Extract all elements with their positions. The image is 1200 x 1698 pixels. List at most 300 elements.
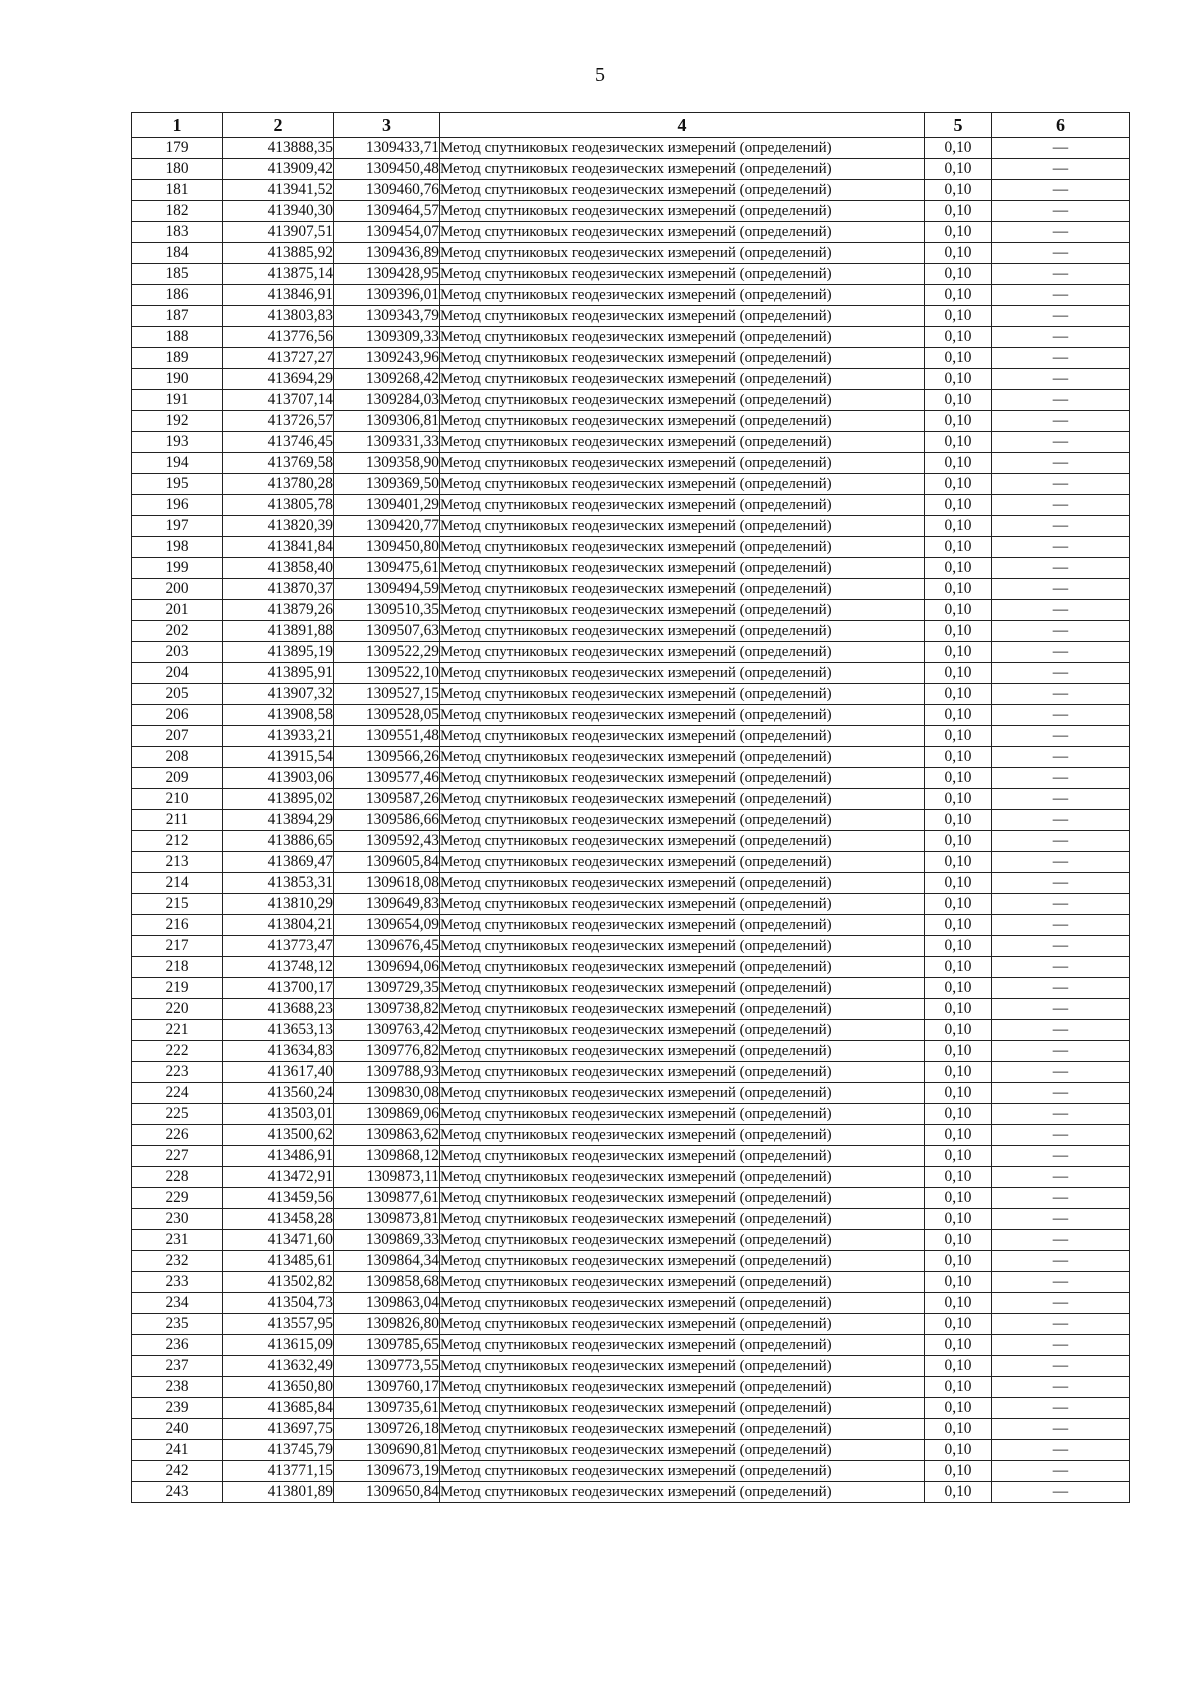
accuracy-cell: 0,10 bbox=[925, 306, 992, 327]
note-cell: — bbox=[992, 768, 1130, 789]
accuracy-cell: 0,10 bbox=[925, 810, 992, 831]
y-coordinate-cell: 1309864,34 bbox=[334, 1251, 440, 1272]
y-coordinate-cell: 1309527,15 bbox=[334, 684, 440, 705]
note-cell: — bbox=[992, 936, 1130, 957]
x-coordinate-cell: 413891,88 bbox=[223, 621, 334, 642]
y-coordinate-cell: 1309873,11 bbox=[334, 1167, 440, 1188]
note-cell: — bbox=[992, 684, 1130, 705]
table-row bbox=[132, 852, 1130, 873]
y-coordinate-cell: 1309343,79 bbox=[334, 306, 440, 327]
y-coordinate-cell: 1309358,90 bbox=[334, 453, 440, 474]
accuracy-cell: 0,10 bbox=[925, 411, 992, 432]
method-cell: Метод спутниковых геодезических измерений (определений) bbox=[440, 1230, 925, 1251]
method-cell: Метод спутниковых геодезических измерений (определений) bbox=[440, 1062, 925, 1083]
point-number-cell: 233 bbox=[132, 1272, 223, 1293]
x-coordinate-cell: 413820,39 bbox=[223, 516, 334, 537]
note-cell: — bbox=[992, 915, 1130, 936]
accuracy-cell: 0,10 bbox=[925, 1398, 992, 1419]
x-coordinate-cell: 413472,91 bbox=[223, 1167, 334, 1188]
table-row bbox=[132, 432, 1130, 453]
x-coordinate-cell: 413746,45 bbox=[223, 432, 334, 453]
table-row bbox=[132, 1041, 1130, 1062]
method-cell: Метод спутниковых геодезических измерений (определений) bbox=[440, 579, 925, 600]
table-row bbox=[132, 1167, 1130, 1188]
y-coordinate-cell: 1309396,01 bbox=[334, 285, 440, 306]
method-cell: Метод спутниковых геодезических измерений (определений) bbox=[440, 222, 925, 243]
note-cell: — bbox=[992, 327, 1130, 348]
note-cell: — bbox=[992, 138, 1130, 159]
y-coordinate-cell: 1309577,46 bbox=[334, 768, 440, 789]
method-cell: Метод спутниковых геодезических измерений (определений) bbox=[440, 432, 925, 453]
method-cell: Метод спутниковых геодезических измерений (определений) bbox=[440, 978, 925, 999]
x-coordinate-cell: 413940,30 bbox=[223, 201, 334, 222]
note-cell: — bbox=[992, 873, 1130, 894]
method-cell: Метод спутниковых геодезических измерений (определений) bbox=[440, 1356, 925, 1377]
x-coordinate-cell: 413803,83 bbox=[223, 306, 334, 327]
method-cell: Метод спутниковых геодезических измерений (определений) bbox=[440, 516, 925, 537]
y-coordinate-cell: 1309306,81 bbox=[334, 411, 440, 432]
method-cell: Метод спутниковых геодезических измерений (определений) bbox=[440, 348, 925, 369]
method-cell: Метод спутниковых геодезических измерений (определений) bbox=[440, 1188, 925, 1209]
accuracy-cell: 0,10 bbox=[925, 495, 992, 516]
y-coordinate-cell: 1309673,19 bbox=[334, 1461, 440, 1482]
point-number-cell: 188 bbox=[132, 327, 223, 348]
header-col-1: 1 bbox=[132, 113, 223, 138]
method-cell: Метод спутниковых геодезических измерений (определений) bbox=[440, 1377, 925, 1398]
y-coordinate-cell: 1309507,63 bbox=[334, 621, 440, 642]
y-coordinate-cell: 1309433,71 bbox=[334, 138, 440, 159]
accuracy-cell: 0,10 bbox=[925, 1041, 992, 1062]
x-coordinate-cell: 413557,95 bbox=[223, 1314, 334, 1335]
y-coordinate-cell: 1309858,68 bbox=[334, 1272, 440, 1293]
method-cell: Метод спутниковых геодезических измерений (определений) bbox=[440, 789, 925, 810]
x-coordinate-cell: 413697,75 bbox=[223, 1419, 334, 1440]
y-coordinate-cell: 1309863,04 bbox=[334, 1293, 440, 1314]
x-coordinate-cell: 413801,89 bbox=[223, 1482, 334, 1503]
accuracy-cell: 0,10 bbox=[925, 621, 992, 642]
table-row bbox=[132, 1125, 1130, 1146]
method-cell: Метод спутниковых геодезических измерений (определений) bbox=[440, 726, 925, 747]
x-coordinate-cell: 413560,24 bbox=[223, 1083, 334, 1104]
accuracy-cell: 0,10 bbox=[925, 1188, 992, 1209]
x-coordinate-cell: 413941,52 bbox=[223, 180, 334, 201]
note-cell: — bbox=[992, 243, 1130, 264]
table-row bbox=[132, 705, 1130, 726]
table-row bbox=[132, 957, 1130, 978]
x-coordinate-cell: 413858,40 bbox=[223, 558, 334, 579]
point-number-cell: 210 bbox=[132, 789, 223, 810]
note-cell: — bbox=[992, 1482, 1130, 1503]
y-coordinate-cell: 1309873,81 bbox=[334, 1209, 440, 1230]
note-cell: — bbox=[992, 1356, 1130, 1377]
accuracy-cell: 0,10 bbox=[925, 1146, 992, 1167]
header-col-5: 5 bbox=[925, 113, 992, 138]
point-number-cell: 201 bbox=[132, 600, 223, 621]
y-coordinate-cell: 1309676,45 bbox=[334, 936, 440, 957]
accuracy-cell: 0,10 bbox=[925, 348, 992, 369]
accuracy-cell: 0,10 bbox=[925, 558, 992, 579]
x-coordinate-cell: 413894,29 bbox=[223, 810, 334, 831]
method-cell: Метод спутниковых геодезических измерений (определений) bbox=[440, 768, 925, 789]
accuracy-cell: 0,10 bbox=[925, 285, 992, 306]
accuracy-cell: 0,10 bbox=[925, 1020, 992, 1041]
method-cell: Метод спутниковых геодезических измерений (определений) bbox=[440, 201, 925, 222]
table-row bbox=[132, 894, 1130, 915]
table-row bbox=[132, 285, 1130, 306]
accuracy-cell: 0,10 bbox=[925, 663, 992, 684]
table-row bbox=[132, 1188, 1130, 1209]
note-cell: — bbox=[992, 1146, 1130, 1167]
note-cell: — bbox=[992, 1251, 1130, 1272]
y-coordinate-cell: 1309863,62 bbox=[334, 1125, 440, 1146]
point-number-cell: 198 bbox=[132, 537, 223, 558]
x-coordinate-cell: 413745,79 bbox=[223, 1440, 334, 1461]
point-number-cell: 222 bbox=[132, 1041, 223, 1062]
table-row bbox=[132, 642, 1130, 663]
point-number-cell: 237 bbox=[132, 1356, 223, 1377]
y-coordinate-cell: 1309428,95 bbox=[334, 264, 440, 285]
note-cell: — bbox=[992, 537, 1130, 558]
table-row bbox=[132, 747, 1130, 768]
point-number-cell: 215 bbox=[132, 894, 223, 915]
method-cell: Метод спутниковых геодезических измерений (определений) bbox=[440, 747, 925, 768]
point-number-cell: 195 bbox=[132, 474, 223, 495]
accuracy-cell: 0,10 bbox=[925, 390, 992, 411]
table-row bbox=[132, 1482, 1130, 1503]
y-coordinate-cell: 1309694,06 bbox=[334, 957, 440, 978]
x-coordinate-cell: 413727,27 bbox=[223, 348, 334, 369]
table-body bbox=[132, 138, 1130, 1503]
x-coordinate-cell: 413907,32 bbox=[223, 684, 334, 705]
accuracy-cell: 0,10 bbox=[925, 768, 992, 789]
point-number-cell: 194 bbox=[132, 453, 223, 474]
note-cell: — bbox=[992, 516, 1130, 537]
x-coordinate-cell: 413780,28 bbox=[223, 474, 334, 495]
header-col-4: 4 bbox=[440, 113, 925, 138]
note-cell: — bbox=[992, 1293, 1130, 1314]
method-cell: Метод спутниковых геодезических измерений (определений) bbox=[440, 306, 925, 327]
point-number-cell: 203 bbox=[132, 642, 223, 663]
note-cell: — bbox=[992, 1041, 1130, 1062]
accuracy-cell: 0,10 bbox=[925, 327, 992, 348]
table-row bbox=[132, 1062, 1130, 1083]
table-row bbox=[132, 159, 1130, 180]
table-row bbox=[132, 537, 1130, 558]
y-coordinate-cell: 1309830,08 bbox=[334, 1083, 440, 1104]
table-row bbox=[132, 222, 1130, 243]
table-row bbox=[132, 243, 1130, 264]
accuracy-cell: 0,10 bbox=[925, 705, 992, 726]
x-coordinate-cell: 413804,21 bbox=[223, 915, 334, 936]
point-number-cell: 224 bbox=[132, 1083, 223, 1104]
accuracy-cell: 0,10 bbox=[925, 894, 992, 915]
accuracy-cell: 0,10 bbox=[925, 453, 992, 474]
note-cell: — bbox=[992, 663, 1130, 684]
method-cell: Метод спутниковых геодезических измерений (определений) bbox=[440, 1293, 925, 1314]
note-cell: — bbox=[992, 894, 1130, 915]
y-coordinate-cell: 1309464,57 bbox=[334, 201, 440, 222]
accuracy-cell: 0,10 bbox=[925, 222, 992, 243]
note-cell: — bbox=[992, 1062, 1130, 1083]
x-coordinate-cell: 413707,14 bbox=[223, 390, 334, 411]
point-number-cell: 209 bbox=[132, 768, 223, 789]
coordinates-table bbox=[131, 112, 1130, 1503]
table-row bbox=[132, 873, 1130, 894]
y-coordinate-cell: 1309331,33 bbox=[334, 432, 440, 453]
page-number: 5 bbox=[595, 64, 605, 86]
note-cell: — bbox=[992, 1314, 1130, 1335]
point-number-cell: 211 bbox=[132, 810, 223, 831]
note-cell: — bbox=[992, 1335, 1130, 1356]
y-coordinate-cell: 1309369,50 bbox=[334, 474, 440, 495]
x-coordinate-cell: 413870,37 bbox=[223, 579, 334, 600]
y-coordinate-cell: 1309528,05 bbox=[334, 705, 440, 726]
accuracy-cell: 0,10 bbox=[925, 138, 992, 159]
table-row bbox=[132, 1461, 1130, 1482]
accuracy-cell: 0,10 bbox=[925, 915, 992, 936]
accuracy-cell: 0,10 bbox=[925, 201, 992, 222]
accuracy-cell: 0,10 bbox=[925, 243, 992, 264]
table-row bbox=[132, 180, 1130, 201]
note-cell: — bbox=[992, 810, 1130, 831]
note-cell: — bbox=[992, 495, 1130, 516]
y-coordinate-cell: 1309773,55 bbox=[334, 1356, 440, 1377]
accuracy-cell: 0,10 bbox=[925, 159, 992, 180]
y-coordinate-cell: 1309877,61 bbox=[334, 1188, 440, 1209]
method-cell: Метод спутниковых геодезических измерений (определений) bbox=[440, 327, 925, 348]
method-cell: Метод спутниковых геодезических измерений (определений) bbox=[440, 1041, 925, 1062]
accuracy-cell: 0,10 bbox=[925, 1335, 992, 1356]
point-number-cell: 238 bbox=[132, 1377, 223, 1398]
y-coordinate-cell: 1309869,33 bbox=[334, 1230, 440, 1251]
x-coordinate-cell: 413617,40 bbox=[223, 1062, 334, 1083]
method-cell: Метод спутниковых геодезических измерений (определений) bbox=[440, 1020, 925, 1041]
note-cell: — bbox=[992, 306, 1130, 327]
point-number-cell: 223 bbox=[132, 1062, 223, 1083]
note-cell: — bbox=[992, 201, 1130, 222]
note-cell: — bbox=[992, 852, 1130, 873]
method-cell: Метод спутниковых геодезических измерений (определений) bbox=[440, 411, 925, 432]
note-cell: — bbox=[992, 1167, 1130, 1188]
y-coordinate-cell: 1309460,76 bbox=[334, 180, 440, 201]
table-row bbox=[132, 936, 1130, 957]
y-coordinate-cell: 1309268,42 bbox=[334, 369, 440, 390]
accuracy-cell: 0,10 bbox=[925, 726, 992, 747]
accuracy-cell: 0,10 bbox=[925, 1251, 992, 1272]
point-number-cell: 214 bbox=[132, 873, 223, 894]
accuracy-cell: 0,10 bbox=[925, 1356, 992, 1377]
method-cell: Метод спутниковых геодезических измерений (определений) bbox=[440, 894, 925, 915]
note-cell: — bbox=[992, 621, 1130, 642]
x-coordinate-cell: 413879,26 bbox=[223, 600, 334, 621]
method-cell: Метод спутниковых геодезических измерений (определений) bbox=[440, 1335, 925, 1356]
table-row bbox=[132, 369, 1130, 390]
table-row bbox=[132, 1146, 1130, 1167]
header-col-2: 2 bbox=[223, 113, 334, 138]
point-number-cell: 227 bbox=[132, 1146, 223, 1167]
table-row bbox=[132, 726, 1130, 747]
note-cell: — bbox=[992, 831, 1130, 852]
table-row bbox=[132, 789, 1130, 810]
point-number-cell: 193 bbox=[132, 432, 223, 453]
accuracy-cell: 0,10 bbox=[925, 1167, 992, 1188]
y-coordinate-cell: 1309284,03 bbox=[334, 390, 440, 411]
y-coordinate-cell: 1309243,96 bbox=[334, 348, 440, 369]
method-cell: Метод спутниковых геодезических измерений (определений) bbox=[440, 1314, 925, 1335]
table-row bbox=[132, 1020, 1130, 1041]
accuracy-cell: 0,10 bbox=[925, 579, 992, 600]
method-cell: Метод спутниковых геодезических измерений (определений) bbox=[440, 243, 925, 264]
x-coordinate-cell: 413805,78 bbox=[223, 495, 334, 516]
y-coordinate-cell: 1309420,77 bbox=[334, 516, 440, 537]
method-cell: Метод спутниковых геодезических измерений (определений) bbox=[440, 495, 925, 516]
method-cell: Метод спутниковых геодезических измерений (определений) bbox=[440, 852, 925, 873]
table-row bbox=[132, 1314, 1130, 1335]
accuracy-cell: 0,10 bbox=[925, 642, 992, 663]
table-row bbox=[132, 348, 1130, 369]
x-coordinate-cell: 413653,13 bbox=[223, 1020, 334, 1041]
x-coordinate-cell: 413685,84 bbox=[223, 1398, 334, 1419]
header-col-6: 6 bbox=[992, 113, 1130, 138]
note-cell: — bbox=[992, 1272, 1130, 1293]
x-coordinate-cell: 413688,23 bbox=[223, 999, 334, 1020]
point-number-cell: 192 bbox=[132, 411, 223, 432]
point-number-cell: 181 bbox=[132, 180, 223, 201]
note-cell: — bbox=[992, 789, 1130, 810]
method-cell: Метод спутниковых геодезических измерений (определений) bbox=[440, 180, 925, 201]
point-number-cell: 197 bbox=[132, 516, 223, 537]
x-coordinate-cell: 413888,35 bbox=[223, 138, 334, 159]
y-coordinate-cell: 1309826,80 bbox=[334, 1314, 440, 1335]
method-cell: Метод спутниковых геодезических измерений (определений) bbox=[440, 558, 925, 579]
point-number-cell: 200 bbox=[132, 579, 223, 600]
accuracy-cell: 0,10 bbox=[925, 180, 992, 201]
note-cell: — bbox=[992, 705, 1130, 726]
table-row bbox=[132, 1251, 1130, 1272]
method-cell: Метод спутниковых геодезических измерений (определений) bbox=[440, 1167, 925, 1188]
point-number-cell: 242 bbox=[132, 1461, 223, 1482]
x-coordinate-cell: 413504,73 bbox=[223, 1293, 334, 1314]
y-coordinate-cell: 1309522,29 bbox=[334, 642, 440, 663]
accuracy-cell: 0,10 bbox=[925, 1230, 992, 1251]
point-number-cell: 221 bbox=[132, 1020, 223, 1041]
note-cell: — bbox=[992, 1377, 1130, 1398]
point-number-cell: 204 bbox=[132, 663, 223, 684]
note-cell: — bbox=[992, 1125, 1130, 1146]
x-coordinate-cell: 413915,54 bbox=[223, 747, 334, 768]
table-row bbox=[132, 768, 1130, 789]
point-number-cell: 217 bbox=[132, 936, 223, 957]
y-coordinate-cell: 1309401,29 bbox=[334, 495, 440, 516]
y-coordinate-cell: 1309654,09 bbox=[334, 915, 440, 936]
table-row bbox=[132, 1209, 1130, 1230]
accuracy-cell: 0,10 bbox=[925, 1314, 992, 1335]
table-row bbox=[132, 138, 1130, 159]
point-number-cell: 182 bbox=[132, 201, 223, 222]
accuracy-cell: 0,10 bbox=[925, 789, 992, 810]
accuracy-cell: 0,10 bbox=[925, 957, 992, 978]
method-cell: Метод спутниковых геодезических измерений (определений) bbox=[440, 264, 925, 285]
accuracy-cell: 0,10 bbox=[925, 1293, 992, 1314]
point-number-cell: 212 bbox=[132, 831, 223, 852]
x-coordinate-cell: 413500,62 bbox=[223, 1125, 334, 1146]
x-coordinate-cell: 413748,12 bbox=[223, 957, 334, 978]
note-cell: — bbox=[992, 579, 1130, 600]
table-row bbox=[132, 474, 1130, 495]
x-coordinate-cell: 413632,49 bbox=[223, 1356, 334, 1377]
note-cell: — bbox=[992, 1083, 1130, 1104]
accuracy-cell: 0,10 bbox=[925, 600, 992, 621]
note-cell: — bbox=[992, 285, 1130, 306]
table-row bbox=[132, 558, 1130, 579]
method-cell: Метод спутниковых геодезических измерений (определений) bbox=[440, 705, 925, 726]
note-cell: — bbox=[992, 999, 1130, 1020]
table-row bbox=[132, 663, 1130, 684]
table-row bbox=[132, 453, 1130, 474]
header-col-3: 3 bbox=[334, 113, 440, 138]
y-coordinate-cell: 1309869,06 bbox=[334, 1104, 440, 1125]
method-cell: Метод спутниковых геодезических измерений (определений) bbox=[440, 873, 925, 894]
note-cell: — bbox=[992, 411, 1130, 432]
note-cell: — bbox=[992, 726, 1130, 747]
y-coordinate-cell: 1309649,83 bbox=[334, 894, 440, 915]
y-coordinate-cell: 1309690,81 bbox=[334, 1440, 440, 1461]
y-coordinate-cell: 1309760,17 bbox=[334, 1377, 440, 1398]
note-cell: — bbox=[992, 1398, 1130, 1419]
method-cell: Метод спутниковых геодезических измерений (определений) bbox=[440, 474, 925, 495]
method-cell: Метод спутниковых геодезических измерений (определений) bbox=[440, 1251, 925, 1272]
note-cell: — bbox=[992, 1461, 1130, 1482]
y-coordinate-cell: 1309566,26 bbox=[334, 747, 440, 768]
x-coordinate-cell: 413486,91 bbox=[223, 1146, 334, 1167]
y-coordinate-cell: 1309436,89 bbox=[334, 243, 440, 264]
point-number-cell: 180 bbox=[132, 159, 223, 180]
table-row bbox=[132, 1440, 1130, 1461]
table-header-row bbox=[132, 113, 1130, 138]
x-coordinate-cell: 413700,17 bbox=[223, 978, 334, 999]
point-number-cell: 191 bbox=[132, 390, 223, 411]
point-number-cell: 207 bbox=[132, 726, 223, 747]
note-cell: — bbox=[992, 390, 1130, 411]
x-coordinate-cell: 413485,61 bbox=[223, 1251, 334, 1272]
x-coordinate-cell: 413773,47 bbox=[223, 936, 334, 957]
table-row bbox=[132, 810, 1130, 831]
x-coordinate-cell: 413895,02 bbox=[223, 789, 334, 810]
table-row bbox=[132, 264, 1130, 285]
accuracy-cell: 0,10 bbox=[925, 873, 992, 894]
note-cell: — bbox=[992, 432, 1130, 453]
method-cell: Метод спутниковых геодезических измерений (определений) bbox=[440, 159, 925, 180]
method-cell: Метод спутниковых геодезических измерений (определений) bbox=[440, 1125, 925, 1146]
table-row bbox=[132, 831, 1130, 852]
method-cell: Метод спутниковых геодезических измерений (определений) bbox=[440, 684, 925, 705]
method-cell: Метод спутниковых геодезических измерений (определений) bbox=[440, 642, 925, 663]
accuracy-cell: 0,10 bbox=[925, 936, 992, 957]
point-number-cell: 230 bbox=[132, 1209, 223, 1230]
table-row bbox=[132, 1398, 1130, 1419]
point-number-cell: 205 bbox=[132, 684, 223, 705]
accuracy-cell: 0,10 bbox=[925, 684, 992, 705]
table-row bbox=[132, 999, 1130, 1020]
note-cell: — bbox=[992, 1419, 1130, 1440]
point-number-cell: 184 bbox=[132, 243, 223, 264]
point-number-cell: 231 bbox=[132, 1230, 223, 1251]
x-coordinate-cell: 413903,06 bbox=[223, 768, 334, 789]
method-cell: Метод спутниковых геодезических измерений (определений) bbox=[440, 390, 925, 411]
accuracy-cell: 0,10 bbox=[925, 1083, 992, 1104]
point-number-cell: 179 bbox=[132, 138, 223, 159]
point-number-cell: 228 bbox=[132, 1167, 223, 1188]
